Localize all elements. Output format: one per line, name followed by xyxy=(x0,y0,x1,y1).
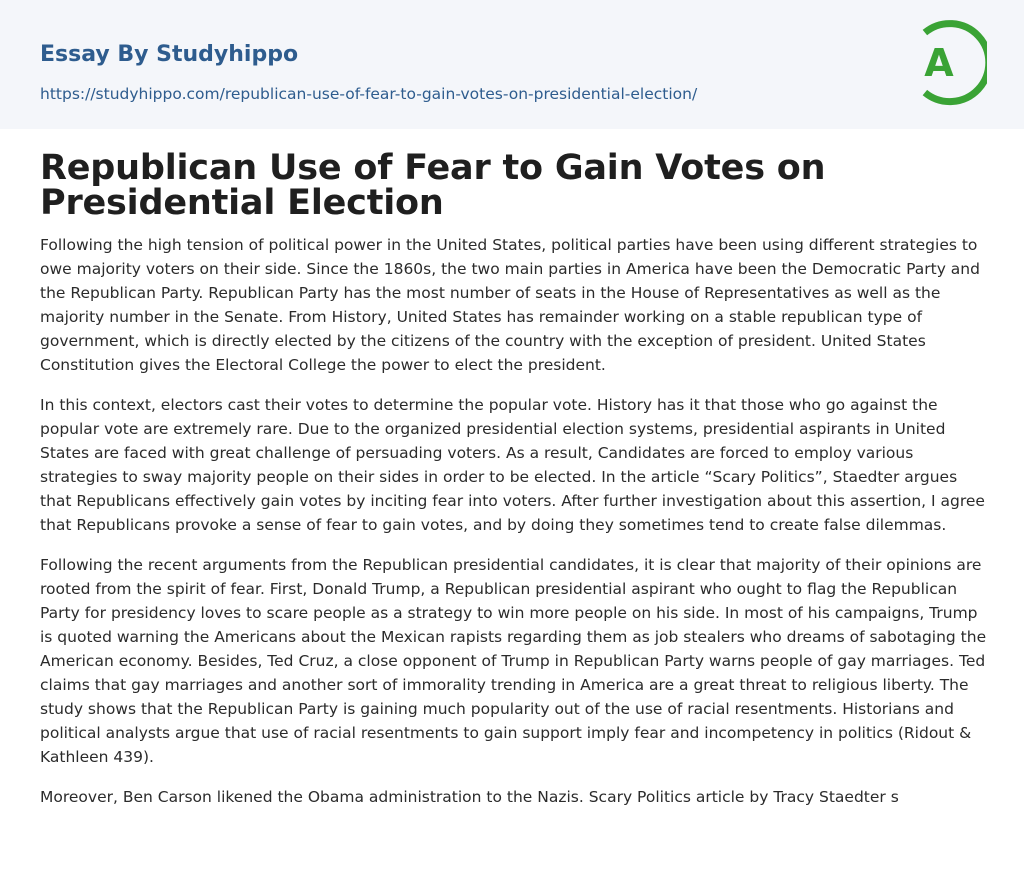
article-paragraph: In this context, electors cast their votes to determine the popular vote. History has it that those who go against the popular vote are extremely rare. Due to the organized presidential election systems, presidential aspirants in United States are faced with great challenge of persuading voters. As a result, Candidates are forced to employ various strategies to sway majority people on their sides in order to be elected. In the article “Scary Politics”, Staedter argues that Republicans effectively gain votes by inciting fear into voters. After further investigation about this assertion, I agree that Republicans provoke a sense of fear to gain votes, and by doing they sometimes tend to create false dilemmas. xyxy=(40,396,985,534)
article-paragraph: Moreover, Ben Carson likened the Obama administration to the Nazis. Scary Politics article by Tracy Staedter s xyxy=(40,788,899,806)
article-title: Republican Use of Fear to Gain Votes on Presidential Election xyxy=(40,148,826,223)
article-paragraph: Following the high tension of political power in the United States, political parties have been using different strategies to owe majority voters on their side. Since the 1860s, the two main parties in America have been the Democratic Party and the Republican Party. Republican Party has the most number of seats in the House of Representatives as well as the majority number in the Senate. From History, United States has remainder working on a stable republican type of government, which is directly elected by the citizens of the country with the exception of president. United States Constitution gives the Electoral College the power to elect the president. xyxy=(40,236,980,374)
logo-letter: A xyxy=(924,41,954,85)
site-header xyxy=(0,0,1024,129)
article xyxy=(40,148,990,809)
studyhippo-logo[interactable] xyxy=(913,19,987,107)
article-paragraph: Following the recent arguments from the Republican presidential candidates, it is clear that majority of their opinions are rooted from the spirit of fear. First, Donald Trump, a Republican presidential aspirant who ought to flag the Republican Party for presidency loves to scare people as a strategy to win more people on his side. In most of his campaigns, Trump is quoted warning the Americans about the Mexican rapists regarding them as job stealers who dreams of sabotaging the American economy. Besides, Ted Cruz, a close opponent of Trump in Republican Party warns people of gay marriages. Ted claims that gay marriages and another sort of immorality trending in America are a great threat to religious liberty. The study shows that the Republican Party is gaining much popularity out of the use of racial resentments. Historians and political analysts argue that use of racial resentments to gain support imply fear and incompetency in politics (Ridout & Kathleen 439). xyxy=(40,556,987,766)
page-url-link[interactable]: https://studyhippo.com/republican-use-of-fear-to-gain-votes-on-presidential-election/ xyxy=(40,85,698,103)
site-brand[interactable]: Essay By Studyhippo xyxy=(40,42,299,67)
